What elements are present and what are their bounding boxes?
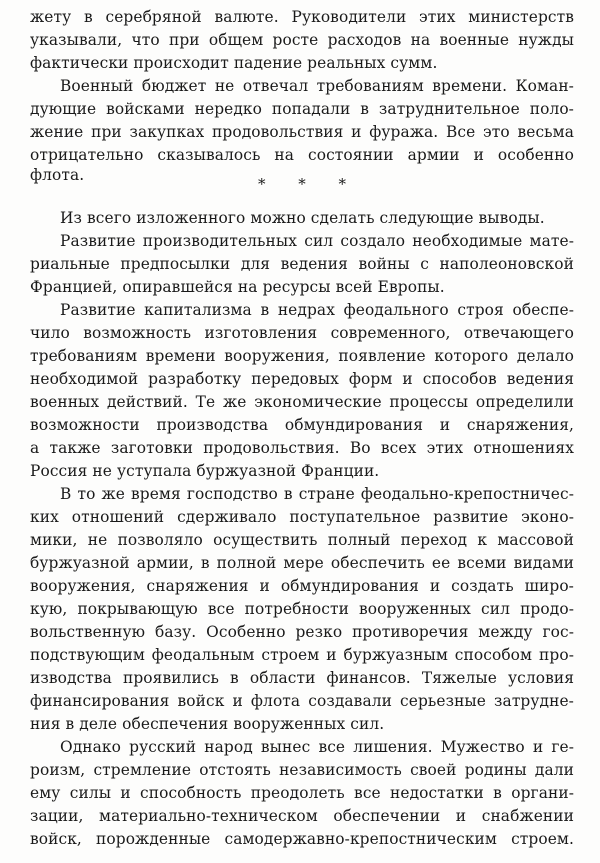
section-divider: * * * bbox=[257, 175, 361, 193]
text-line: Однако русский народ вынес все лишения. Мужество и ге- bbox=[60, 738, 574, 756]
text-line: Развитие капитализма в недрах феодального строя обеспе- bbox=[60, 301, 574, 319]
text-line: Развитие производительных сил создало необходимые мате- bbox=[60, 232, 574, 250]
text-line: Военный бюджет не отвечал требованиям времени. Коман- bbox=[60, 77, 574, 95]
text-line: вольственную базу. Особенно резко противоречия между гос- bbox=[30, 623, 574, 641]
text-line: вооружения, снаряжения и обмундирования и создать широ- bbox=[30, 577, 574, 595]
text-line: требованиям времени вооружения, появление которого делало bbox=[30, 347, 574, 365]
text-line: подствующим феодальным строем и буржуазным способом про- bbox=[30, 646, 574, 664]
text-line: жение при закупках продовольствия и фуража. Все это весьма bbox=[30, 123, 574, 141]
text-line: ему силы и способность преодолеть все недостатки в органи- bbox=[30, 784, 574, 802]
text-line: буржуазной армии, в полной мере обеспечить ее всеми видами bbox=[30, 554, 574, 572]
text-line: отрицательно сказывалось на состоянии армии и особенно bbox=[30, 146, 574, 164]
text-line: возможности производства обмундирования и снаряжения, bbox=[30, 416, 574, 434]
text-line: ких отношений сдерживало поступательное развитие эконо- bbox=[30, 508, 574, 526]
text-line: фактически происходит падение реальных сумм. bbox=[30, 54, 438, 72]
text-line: кую, покрывающую все потребности вооруженных сил продо- bbox=[30, 600, 574, 618]
text-line: Францией, опиравшейся на ресурсы всей Европы. bbox=[30, 278, 445, 296]
text-line: необходимой разработку передовых форм и способов ведения bbox=[30, 370, 574, 388]
text-line: указывали, что при общем росте расходов на военные нужды bbox=[30, 31, 574, 49]
text-line: риальные предпосылки для ведения войны с наполеоновской bbox=[30, 255, 574, 273]
text-line: В то же время господство в стране феодально-крепостничес- bbox=[60, 485, 574, 503]
text-line: а также заготовки продовольствия. Во всех этих отношениях bbox=[30, 439, 574, 457]
text-line: Из всего изложенного можно сделать следующие выводы. bbox=[60, 209, 545, 227]
text-line: жету в серебряной валюте. Руководители этих министерств bbox=[30, 8, 574, 26]
text-line: зации, материально-техническом обеспечении и снабжении bbox=[30, 807, 574, 825]
text-line: войск, порожденные самодержавно-крепостническим строем. bbox=[30, 830, 574, 848]
text-line: изводства проявились в области финансов. Тяжелые условия bbox=[30, 669, 574, 687]
text-line: чило возможность изготовления современного, отвечающего bbox=[30, 324, 574, 342]
text-line: дующие войсками нередко попадали в затруднительное поло- bbox=[30, 100, 574, 118]
text-line: военных действий. Те же экономические процессы определили bbox=[30, 393, 574, 411]
text-line: финансирования войск и флота создавали серьезные затрудне- bbox=[30, 692, 574, 710]
text-line: ния в деле обеспечения вооруженных сил. bbox=[30, 715, 385, 733]
text-line: флота. bbox=[30, 166, 85, 184]
text-line: мики, не позволяло осуществить полный переход к массовой bbox=[30, 531, 574, 549]
text-line: Россия не уступала буржуазной Франции. bbox=[30, 462, 380, 480]
text-line: роизм, стремление отстоять независимость своей родины дали bbox=[30, 761, 574, 779]
